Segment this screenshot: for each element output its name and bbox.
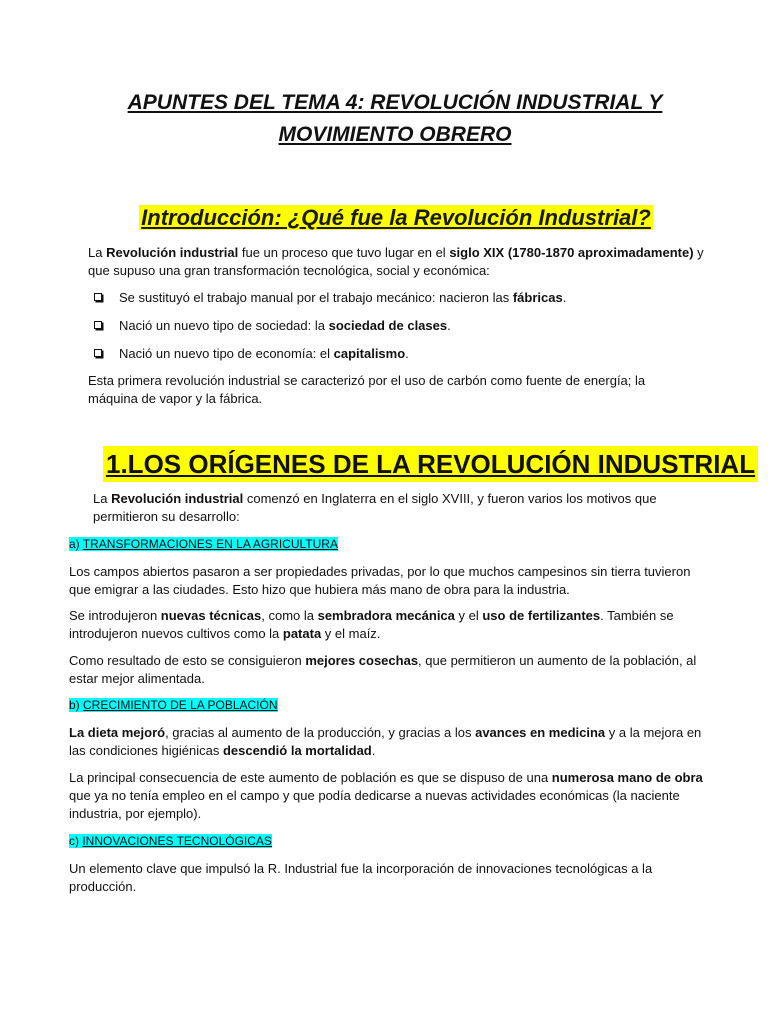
checkbox-bullet-icon xyxy=(94,293,102,301)
innovaciones-paragraph-1: Un elemento clave que impulsó la R. Industrial fue la incorporación de innovaciones tecnológicas a la producción. xyxy=(69,861,653,894)
checkbox-bullet-icon xyxy=(94,321,102,329)
document-title xyxy=(90,87,700,151)
agricultura-paragraph-3: Como resultado de esto se consiguieron mejores cosechas, que permitieron un aumento de la población, al estar mejor alimentada. xyxy=(69,653,697,686)
agricultura-paragraph-2: Se introdujeron nuevas técnicas, como la sembradora mecánica y el uso de fertilizantes. También se introdujeron nuevos cultivos como la patata y el maíz. xyxy=(69,608,674,641)
title-line-1: APUNTES DEL TEMA 4: REVOLUCIÓN INDUSTRIAL Y xyxy=(127,91,663,114)
intro-paragraph-2: Esta primera revolución industrial se caracterizó por el uso de carbón como fuente de energía; la máquina de vapor y la fábrica. xyxy=(88,373,646,406)
poblacion-paragraph-2: La principal consecuencia de este aumento de población es que se dispuso de una numerosa mano de obra que ya no tenía empleo en el campo y que podía dedicarse a nuevas actividades económicas (la naciente industria, por ejemplo). xyxy=(69,770,703,821)
subheading-agricultura: a) TRANSFORMACIONES EN LA AGRICULTURA xyxy=(69,537,338,551)
section-1-heading: 1.LOS ORÍGENES DE LA REVOLUCIÓN INDUSTRIAL xyxy=(103,446,758,482)
title-line-2: MOVIMIENTO OBRERO xyxy=(278,123,512,146)
checkbox-bullet-icon xyxy=(94,349,102,357)
subheading-poblacion: b) CRECIMIENTO DE LA POBLACIÓN xyxy=(69,698,278,712)
section-1-paragraph: La Revolución industrial comenzó en Inglaterra en el siglo XVIII, y fueron varios los motivos que permitieron su desarrollo: xyxy=(93,491,657,524)
subheading-innovaciones: c) INNOVACIONES TECNOLÓGICAS xyxy=(69,834,272,848)
intro-paragraph-1: La Revolución industrial fue un proceso que tuvo lugar en el siglo XIX (1780-1870 aproximadamente) y que supuso una gran transformación tecnológica, social y económica: xyxy=(88,245,704,278)
poblacion-paragraph-1: La dieta mejoró, gracias al aumento de la producción, y gracias a los avances en medicina y a la mejora en las condiciones higiénicas descendió la mortalidad. xyxy=(69,725,702,758)
intro-heading: Introducción: ¿Qué fue la Revolución Industrial? xyxy=(141,205,651,230)
document-page: APUNTES DEL TEMA 4: REVOLUCIÓN INDUSTRIAL Y MOVIMIENTO OBRERO Introducción: ¿Qué fue la Revolución Industrial? La Revolución industrial fue un proceso que tuvo lugar en el siglo XIX (1780-1870 aproximadamente) y que supuso una gran transformación tecnológica, social y económica: Se sustituyó el trabajo manual por el trabajo mecánico: nacieron las fábricas. Nació un nuevo tipo de sociedad: la sociedad de clases. Nació un nuevo tipo de economía: el capitalismo. Esta primera revolución industrial se caracterizó por el uso de carbón como fuente de energía; la máquina de vapor y la fábrica. 1.LOS ORÍGENES DE LA REVOLUCIÓN INDUSTRIAL La Revolución industrial comenzó en Inglaterra en el siglo XVIII, y fueron varios los motivos que permitieron su desarrollo: a) TRANSFORMACIONES EN LA AGRICULTURA Los campos abiertos pasaron a ser propiedades privadas, por lo que muchos campesinos sin tierra tuvieron que emigrar a las ciudades. Esto hizo que hubiera más mano de obra para la industria. Se introdujeron nuevas técnicas, como la sembradora mecánica y el uso de fertilizantes. También se introdujeron nuevos cultivos como la patata y el maíz. Como resultado de esto se consiguieron mejores cosechas, que permitieron un aumento de la población, al estar mejor alimentada. b) CRECIMIENTO DE LA POBLACIÓN La dieta mejoró, gracias al aumento de la producción, y gracias a los avances en medicina y a la mejora en las condiciones higiénicas descendió la mortalidad. La principal consecuencia de este aumento de población es que se dispuso de una numerosa mano de obra que ya no tenía empleo en el campo y que podía dedicarse a nuevas actividades económicas (la naciente industria, por ejemplo). c) INNOVACIONES TECNOLÓGICAS Un elemento clave que impulsó la R. Industrial fue la incorporación de innovaciones tecnológicas a la producción. xyxy=(0,0,768,1024)
agricultura-paragraph-1: Los campos abiertos pasaron a ser propiedades privadas, por lo que muchos campesinos sin tierra tuvieron que emigrar a las ciudades. Esto hizo que hubiera más mano de obra para la industria. xyxy=(69,564,691,597)
